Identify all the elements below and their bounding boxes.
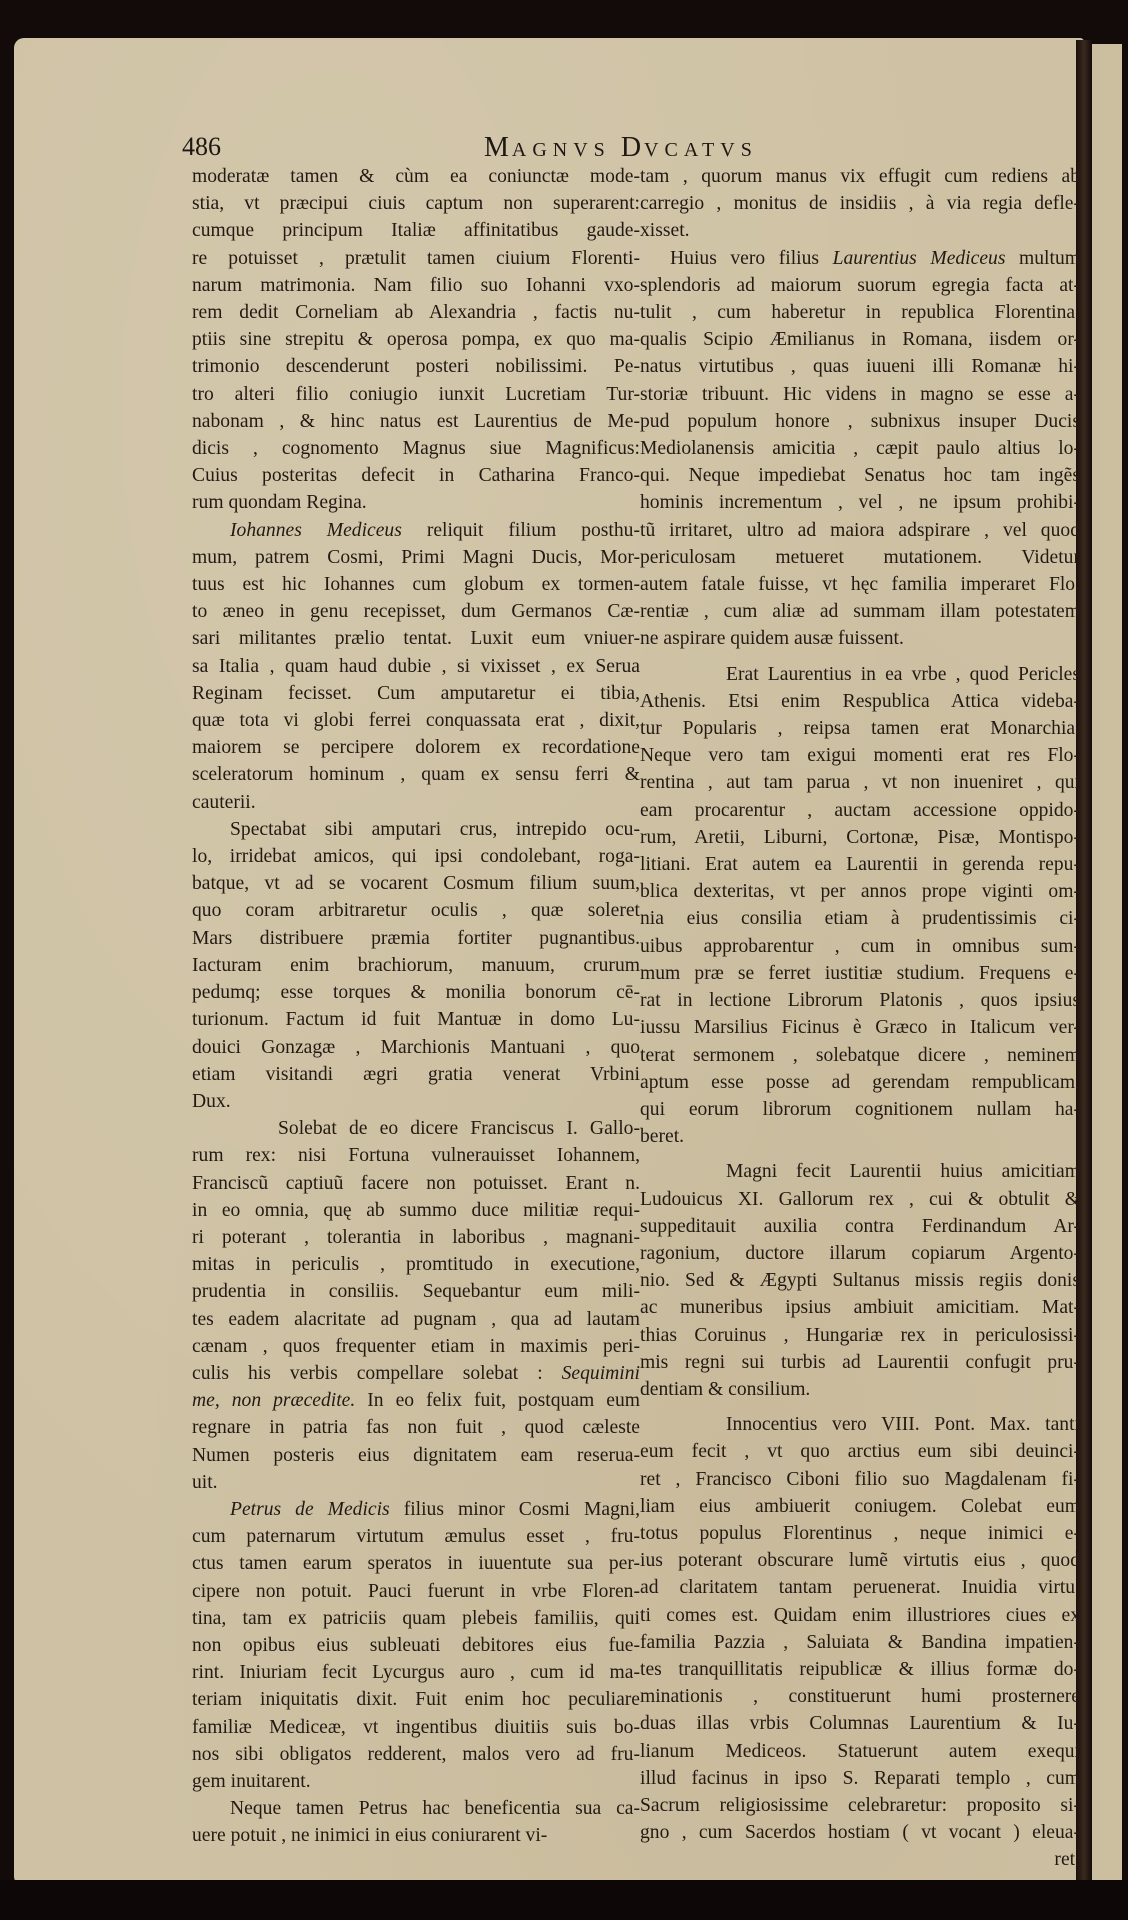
text-line: regnare in patria fas non fuit , quod cæleste <box>192 1417 640 1439</box>
text-line: in eo omnia, quę ab summo duce militiæ requi- <box>192 1199 640 1221</box>
text-line: ac muneribus ipsius ambiuit amicitiam. Mat- <box>640 1297 1080 1319</box>
text-line: periculosam metueret mutationem. Videtur <box>640 546 1080 568</box>
text-line: uibus approbarentur , cum in omnibus sum- <box>640 935 1080 957</box>
catchword: ret, <box>1054 1849 1080 1871</box>
text-line: rint. Iniuriam fecit Lycurgus auro , cum id ma- <box>192 1662 640 1684</box>
italic-name: Iohannes Mediceus <box>230 519 402 541</box>
text-line: hominis incrementum , vel , ne ipsum prohibi- <box>640 492 1080 514</box>
text-line: sari militantes prælio tentat. Luxit eum vniuer- <box>192 628 640 650</box>
text-line: tes eadem alacritate ad pugnam , qua ad lautam <box>192 1308 640 1330</box>
text-line: nio. Sed & Ægypti Sultanus missis regiis donis <box>640 1270 1080 1292</box>
text-line: Iacturam enim brachiorum, manuum, crurum <box>192 954 640 976</box>
text-line: tuus est hic Iohannes cum globum ex tormen- <box>192 574 640 596</box>
text-line: qui eorum librorum cognitionem nullam ha- <box>640 1098 1080 1120</box>
text-line: natus virtutibus , quas iuueni illi Romanæ hi- <box>640 356 1080 378</box>
text-line: duas illas vrbis Columnas Laurentium & Iu- <box>640 1713 1080 1735</box>
text-line: mum, patrem Cosmi, Primi Magni Ducis, Mor- <box>192 546 640 568</box>
text-line: familia Pazzia , Saluiata & Bandina impatien- <box>640 1631 1080 1653</box>
text-line: Ludouicus XI. Gallorum rex , cui & obtulit & <box>640 1188 1080 1210</box>
text-line: tũ irritaret, ultro ad maiora adspirare , vel quod <box>640 519 1080 541</box>
text-line: tam , quorum manus vix effugit cum rediens ab <box>640 166 1080 187</box>
paragraph <box>640 1150 1080 1403</box>
text-line: gem inuitarent. <box>192 1770 311 1792</box>
text-line: rem dedit Corneliam ab Alexandria , factis nu- <box>192 302 640 324</box>
text-line: teriam iniquitatis dixit. Fuit enim hoc peculiare <box>192 1689 640 1711</box>
text-line <box>192 1496 640 1523</box>
text-line: qui. Neque impediebat Senatus hoc tam ingẽs <box>640 465 1080 487</box>
text-line: uit. <box>192 1471 218 1493</box>
text-line: sceleratorum hominum , quam ex sensu ferri & <box>192 764 640 786</box>
text-line: suppeditauit auxilia contra Ferdinandum Ar- <box>640 1215 1080 1237</box>
running-head-word2-initial: D <box>620 132 645 163</box>
text-line: gno , cum Sacerdos hostiam ( vt vocant ) eleua- <box>640 1822 1080 1844</box>
text-line: liam eius ambiuerit coniugem. Colebat eum <box>640 1495 1080 1517</box>
text-line: lianum Mediceos. Statuerunt autem exequi <box>640 1740 1080 1762</box>
text-line: stia, vt præcipui ciuis captum non superarent: <box>192 193 640 215</box>
italic-quote: Sequimini <box>561 1362 640 1384</box>
line-text: multum <box>1005 247 1080 269</box>
text-line: mis regni sui turbis ad Laurentii confugit pru- <box>640 1351 1080 1373</box>
paragraph <box>192 1115 640 1496</box>
text-line: prudentia in consiliis. Sequebantur eum mili- <box>192 1281 640 1303</box>
paragraph <box>192 816 640 1115</box>
text-line: rum quondam Regina. <box>192 492 367 514</box>
text-line: ptiis sine strepitu & operosa pompa, ex quo ma- <box>192 329 640 351</box>
text-line: maiorem se percipere dolorem ex recordatione <box>192 737 640 759</box>
text-line: tes tranquillitatis reipublicæ & illius formæ do- <box>640 1658 1080 1680</box>
paragraph <box>640 163 1080 245</box>
paragraph <box>640 245 1080 653</box>
text-line: ius poterant obscurare lumẽ virtutis eius , quod <box>640 1550 1080 1572</box>
text-line <box>192 1360 640 1387</box>
text-line: Magni fecit Laurentii huius amicitiam <box>726 1161 1080 1183</box>
paragraph <box>192 1795 640 1849</box>
text-line: ad claritatem tantam peruenerat. Inuidia virtu. <box>640 1577 1080 1599</box>
text-line: storiæ tribuunt. Hic videns in magno se esse a- <box>640 383 1080 405</box>
text-line: rum, Aretii, Liburni, Cortonæ, Pisæ, Montispo- <box>640 826 1080 848</box>
text-line: Athenis. Etsi enim Respublica Attica videba- <box>640 690 1080 712</box>
text-line: non opibus eius subleuati debitores eius fue- <box>192 1634 640 1656</box>
text-line: cipere non potuit. Pauci fuerunt in vrbe Floren- <box>192 1580 640 1602</box>
text-line: xisset. <box>640 220 690 242</box>
text-line: ne aspirare quidem ausæ fuissent. <box>640 628 904 650</box>
text-line: to æneo in genu recepisset, dum Germanos Cæ- <box>192 601 640 623</box>
text-line: Innocentius vero VIII. Pont. Max. tanti <box>726 1414 1080 1436</box>
text-line: Erat Laurentius in ea vrbe , quod Pericles <box>726 663 1080 685</box>
text-line: qualis Scipio Æmilianus in Romana, iisdem or- <box>640 329 1080 351</box>
text-line: rentina , aut tam parua , vt non inueniret , qui <box>640 772 1080 794</box>
text-line: uere potuit , ne inimici in eius coniurarent vi- <box>192 1825 548 1847</box>
text-line: moderatæ tamen & cùm ea coniunctæ mode- <box>192 166 640 187</box>
text-line: ragonium, ductore illarum copiarum Argento- <box>640 1242 1080 1264</box>
text-line: blica dexteritas, vt per annos prope viginti om- <box>640 881 1080 903</box>
text-line: mum præ se ferret iustitiæ studium. Frequens e- <box>640 962 1080 984</box>
text-line: nos sibi obligatos redderent, malos vero ad fru- <box>192 1743 640 1765</box>
text-line: etiam visitandi ægri gratia venerat Vrbini <box>192 1063 640 1085</box>
line-text: reliquit filium posthu- <box>401 519 640 541</box>
text-line: familiæ Mediceæ, vt ingentibus diuitiis suis bo- <box>192 1716 640 1738</box>
text-line: sa Italia , quam haud dubie , si vixisset , ex Serua <box>192 655 640 677</box>
text-line: re potuisset , prætulit tamen ciuium Florenti- <box>192 247 640 269</box>
text-line: ret , Francisco Ciboni filio suo Magdalenam fi- <box>640 1468 1080 1490</box>
text-line: aptum esse posse ad gerendam rempublicam, <box>640 1071 1080 1093</box>
text-line: nabonam , & hinc natus est Laurentius de Me- <box>192 410 640 432</box>
text-line: ti comes est. Quidam enim illustriores ciues ex <box>640 1604 1080 1626</box>
text-line: cum paternarum virtutum æmulus esset , fru- <box>192 1526 640 1548</box>
facing-page-edge <box>1092 44 1122 1880</box>
text-line: Spectabat sibi amputari crus, intrepido ocu- <box>230 818 640 840</box>
italic-name: Laurentius Mediceus <box>832 247 1006 269</box>
running-head-word1-initial: M <box>484 132 512 163</box>
text-line: rum rex: nisi Fortuna vulnerauisset Iohannem, <box>192 1145 640 1167</box>
line-text: Huius vero filius <box>670 247 833 269</box>
text-line: carregio , monitus de insidiis , à via regia defle- <box>640 193 1080 215</box>
text-line: ri poterant , tolerantia in laboribus , magnani- <box>192 1226 640 1248</box>
text-line: nia eius consilia etiam à prudentissimis ci- <box>640 908 1080 930</box>
text-line: cænam , quos frequenter etiam in maximis peri- <box>192 1335 640 1357</box>
right-column <box>640 163 1080 1874</box>
text-line: eum fecit , vt quo arctius eum sibi deuinci- <box>640 1441 1080 1463</box>
text-line: mitas in periculis , promtitudo in executione, <box>192 1254 640 1276</box>
running-head-word2-rest: VCATVS <box>644 139 758 161</box>
page-number: 486 <box>182 132 221 161</box>
text-line: terat sermonem , solebatque dicere , neminem <box>640 1044 1080 1066</box>
text-line: rentiæ , cum aliæ ad summam illam potestatem <box>640 601 1080 623</box>
text-line: trimonio descenderunt posteri nobilissimi. Pe- <box>192 356 640 378</box>
text-line: illud facinus in ipso S. Reparati templo , cum <box>640 1767 1080 1789</box>
text-line: narum matrimonia. Nam filio suo Iohanni vxo- <box>192 274 640 296</box>
text-line: litiani. Erat autem ea Laurentii in gerenda repu- <box>640 854 1080 876</box>
left-column <box>192 163 640 1850</box>
paragraph <box>640 653 1080 1151</box>
text-line: Neque vero tam exigui momenti erat res Flo- <box>640 745 1080 767</box>
text-line: douici Gonzagæ , Marchionis Mantuani , quo <box>192 1036 640 1058</box>
text-line: totus populus Florentinus , neque inimici e- <box>640 1522 1080 1544</box>
paragraph <box>640 1403 1080 1846</box>
paragraph <box>192 163 640 517</box>
text-line: dicis , cognomento Magnus siue Magnificus: <box>192 438 640 460</box>
text-line: tina, tam ex patriciis quam plebeis familiis, qui <box>192 1607 640 1629</box>
text-line: cumque principum Italiæ affinitatibus gaude- <box>192 220 640 242</box>
text-line: cauterii. <box>192 791 256 813</box>
text-line: Neque tamen Petrus hac beneficentia sua ca- <box>230 1798 640 1820</box>
text-line: autem fatale fuisse, vt hęc familia imperaret Flo. <box>640 574 1080 596</box>
text-line: eam procarentur , auctam accessione oppido- <box>640 799 1080 821</box>
text-line <box>192 1387 640 1414</box>
text-line: dentiam & consilium. <box>640 1378 811 1400</box>
text-line: quo coram arbitraretur oculis , quæ soleret <box>192 900 640 922</box>
text-line: turionum. Factum id fuit Mantuæ in domo Lu- <box>192 1009 640 1031</box>
text-line: Mars distribuere præmia fortiter pugnantibus. <box>192 927 640 949</box>
text-line: Numen posteris eius dignitatem eam reserua- <box>192 1444 640 1466</box>
text-line: pud populum honore , subnixus insuper Ducis <box>640 410 1080 432</box>
background-shadow <box>0 1880 1128 1920</box>
text-line: Reginam fecisset. Cum amputaretur ei tibia, <box>192 682 640 704</box>
text-line <box>192 517 640 544</box>
text-line: lo, irridebat amicos, qui ipsi condolebant, roga- <box>192 846 640 868</box>
running-head-word1-rest: AGNVS <box>511 139 611 161</box>
line-text: culis his verbis compellare solebat : <box>192 1362 562 1384</box>
text-line: iussu Marsilius Ficinus è Græco in Italicum ver- <box>640 1017 1080 1039</box>
text-line: tur Popularis , reipsa tamen erat Monarchia. <box>640 718 1080 740</box>
text-line: thias Coruinus , Hungariæ rex in periculosissi- <box>640 1324 1080 1346</box>
text-line: quæ tota vi globi ferrei conquassata erat , dixit, <box>192 710 640 732</box>
text-line: rat in lectione Librorum Platonis , quos ipsius <box>640 990 1080 1012</box>
text-line: Cuius posteritas defecit in Catharina Franco- <box>192 465 640 487</box>
text-line: tro alteri filio coniugio iunxit Lucretiam Tur- <box>192 383 640 405</box>
text-line: pedumq; esse torques & monilia bonorum cē- <box>192 982 640 1004</box>
line-text: filius minor Cosmi Magni, <box>389 1498 640 1520</box>
text-line: Sacrum religiosissime celebraretur: proposito si- <box>640 1794 1080 1816</box>
italic-name: Petrus de Medicis <box>230 1498 390 1520</box>
text-line: beret. <box>640 1126 685 1148</box>
text-line: tulit , cum haberetur in republica Florentina, <box>640 302 1080 324</box>
paragraph <box>192 517 640 816</box>
paragraph <box>192 1496 640 1795</box>
text-line: batque, vt ad se vocarent Cosmum filium suum, <box>192 873 640 895</box>
text-line: Mediolanensis amicitia , cæpit paulo altius lo- <box>640 438 1080 460</box>
text-line: ctus tamen earum speratos in iuuentute sua per- <box>192 1553 640 1575</box>
line-text: In eo felix fuit, postquam eum <box>355 1390 640 1412</box>
text-line: splendoris ad maiorum suorum egregia facta at- <box>640 274 1080 296</box>
text-line: Solebat de eo dicere Franciscus I. Gallo- <box>278 1118 640 1140</box>
running-head <box>484 132 758 164</box>
text-line: Franciscũ captiuũ facere non potuisset. Erant n. <box>192 1172 640 1194</box>
text-line: minationis , constituerunt humi prosternere <box>640 1686 1080 1708</box>
text-line: Dux. <box>192 1090 231 1112</box>
italic-quote: me, non præcedite. <box>192 1390 356 1412</box>
text-line <box>640 245 1080 272</box>
